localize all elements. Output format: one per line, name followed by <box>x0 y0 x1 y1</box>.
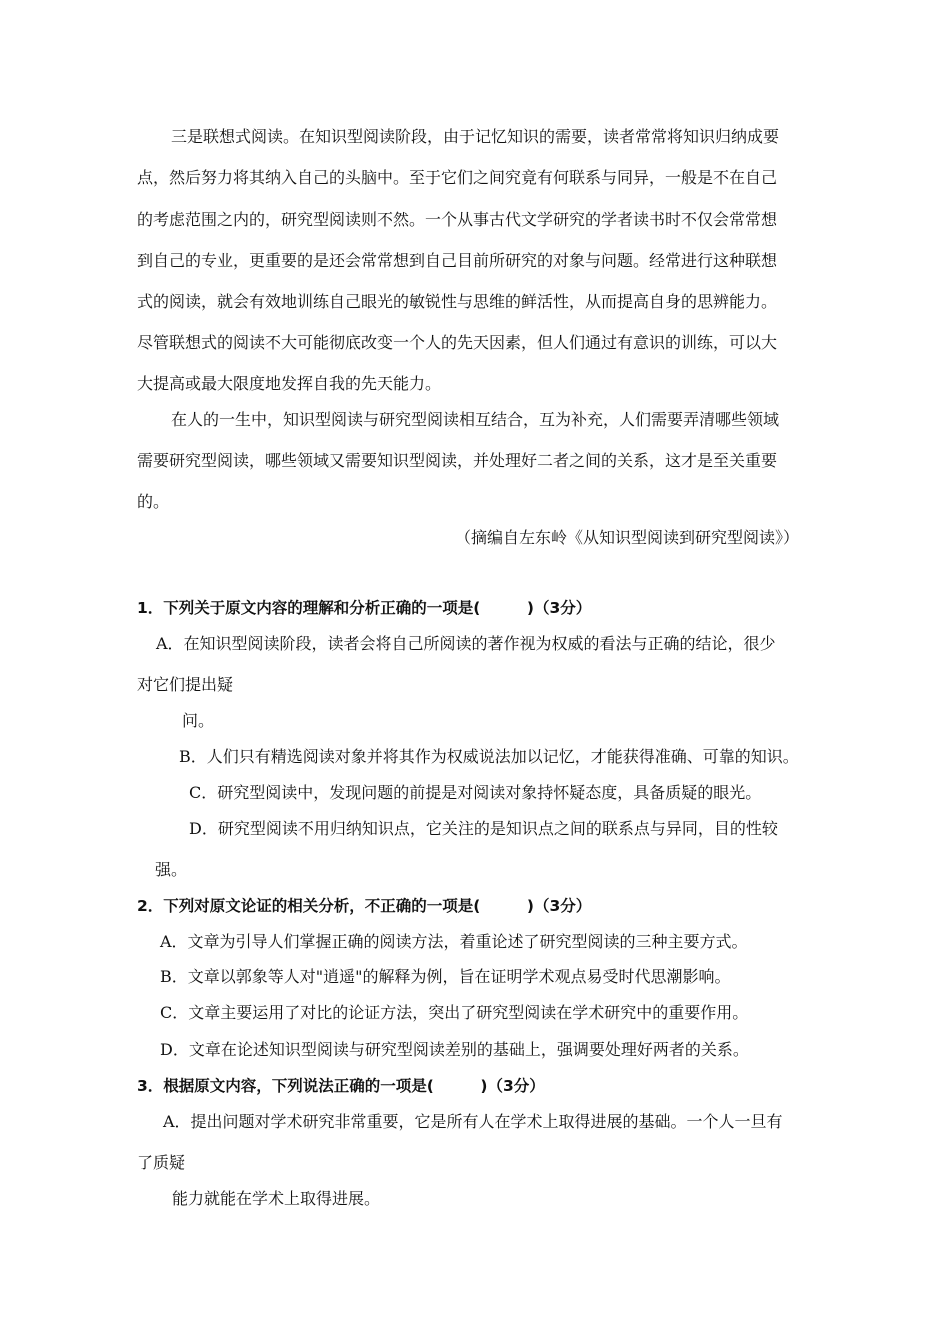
question-option: C．研究型阅读中，发现问题的前提是对阅读对象持怀疑态度，具备质疑的眼光。 <box>189 783 762 802</box>
question-option: A．在知识型阅读阶段，读者会将自己所阅读的著作视为权威的看法与正确的结论，很少 <box>156 634 776 653</box>
passage-line: 需要研究型阅读，哪些领域又需要知识型阅读，并处理好二者之间的关系，这才是至关重要 <box>137 451 778 470</box>
question-option: 了质疑 <box>137 1153 186 1172</box>
passage-line: 三是联想式阅读。在知识型阅读阶段，由于记忆知识的需要，读者常常将知识归纳成要 <box>171 127 780 146</box>
question-stem: 2．下列对原文论证的相关分析，不正确的一项是( )（3分） <box>137 897 592 915</box>
question-option: B．人们只有精选阅读对象并将其作为权威说法加以记忆，才能获得准确、可靠的知识。 <box>179 747 799 766</box>
passage-line: 到自己的专业，更重要的是还会常常想到自己目前所研究的对象与问题。经常进行这种联想 <box>137 251 778 270</box>
question-option: B．文章以郭象等人对"逍遥"的解释为例，旨在证明学术观点易受时代思潮影响。 <box>160 967 731 986</box>
passage-line: 的。 <box>137 492 170 511</box>
passage-line: 式的阅读，就会有效地训练自己眼光的敏锐性与思维的鲜活性，从而提高自身的思辨能力。 <box>137 292 778 311</box>
question-option: D．文章在论述知识型阅读与研究型阅读差别的基础上，强调要处理好两者的关系。 <box>160 1040 749 1059</box>
question-option: 对它们提出疑 <box>137 675 234 694</box>
question-option: 问。 <box>182 711 215 730</box>
question-option: 能力就能在学术上取得进展。 <box>172 1189 381 1208</box>
passage-line: 尽管联想式的阅读不大可能彻底改变一个人的先天因素，但人们通过有意识的训练，可以大 <box>137 333 778 352</box>
passage-line: 的考虑范围之内的，研究型阅读则不然。一个从事古代文学研究的学者读书时不仅会常常想 <box>137 210 778 229</box>
passage-line: 在人的一生中，知识型阅读与研究型阅读相互结合，互为补充，人们需要弄清哪些领域 <box>171 410 780 429</box>
passage-line: 大提高或最大限度地发挥自我的先天能力。 <box>137 374 442 393</box>
question-option: A．文章为引导人们掌握正确的阅读方法，着重论述了研究型阅读的三种主要方式。 <box>160 932 748 951</box>
passage-line: 点，然后努力将其纳入自己的头脑中。至于它们之间究竟有何联系与同异，一般是不在自己 <box>137 168 778 187</box>
question-option: A．提出问题对学术研究非常重要，它是所有人在学术上取得进展的基础。一个人一旦有 <box>163 1112 783 1131</box>
question-stem: 1．下列关于原文内容的理解和分析正确的一项是( )（3分） <box>137 599 592 617</box>
question-option: D．研究型阅读不用归纳知识点，它关注的是知识点之间的联系点与异同，目的性较 <box>189 819 778 838</box>
question-option: 强。 <box>155 860 188 879</box>
question-option: C．文章主要运用了对比的论证方法，突出了研究型阅读在学术研究中的重要作用。 <box>160 1003 749 1022</box>
question-stem: 3．根据原文内容，下列说法正确的一项是( )（3分） <box>137 1077 545 1095</box>
passage-source: （摘编自左东岭《从知识型阅读到研究型阅读》） <box>455 528 800 547</box>
